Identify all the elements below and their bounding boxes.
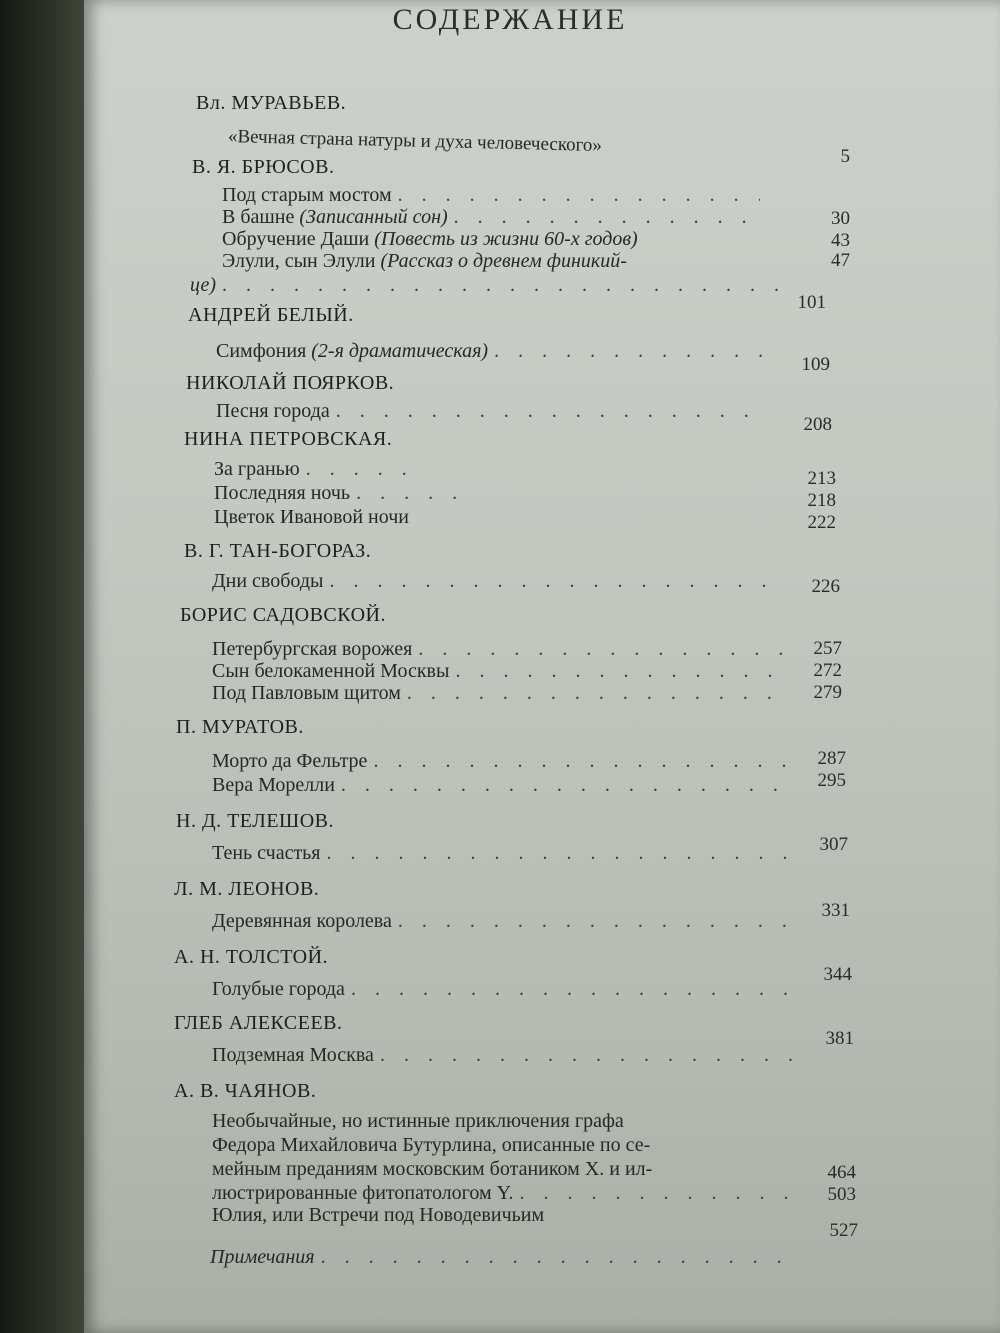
toc-work-subtitle: це) xyxy=(190,274,217,296)
leader-dots xyxy=(329,570,780,592)
toc-page-number: 226 xyxy=(811,576,840,597)
toc-work-title: Вера Морелли xyxy=(212,774,335,796)
toc-page-number: 101 xyxy=(797,292,826,313)
leader-dots xyxy=(380,1044,796,1066)
toc-entry xyxy=(212,570,780,592)
toc-page-number: 30 xyxy=(831,208,850,229)
toc-work-title: Морто да Фельтре xyxy=(212,750,368,772)
toc-entry xyxy=(216,340,768,362)
toc-entry xyxy=(216,400,764,422)
toc-entry xyxy=(222,184,760,206)
toc-work-title: За гранью xyxy=(214,458,300,480)
toc-work-title: мейным преданиям московским ботаником X. и ил- xyxy=(212,1158,653,1180)
toc-work-title: Деревянная королева xyxy=(212,910,392,932)
toc-work-title: Песня города xyxy=(216,400,330,422)
toc-entry xyxy=(212,1182,796,1204)
toc-work-subtitle: (Рассказ о древнем финикий- xyxy=(380,250,627,272)
toc-work-title: люстрированные фитопатологом Y. xyxy=(212,1182,514,1204)
toc-author: В. Г. ТАН-БОГОРАЗ. xyxy=(184,540,372,562)
toc-work-title: Симфония xyxy=(216,340,307,362)
toc-page-number: 279 xyxy=(813,682,842,703)
leader-dots xyxy=(454,206,760,228)
toc-work-title: Федора Михайловича Бутурлина, описанные по се- xyxy=(212,1134,651,1156)
toc-author: БОРИС САДОВСКОЙ. xyxy=(180,604,386,626)
toc-work-title: Последняя ночь xyxy=(214,482,351,504)
page-title: СОДЕРЖАНИЕ xyxy=(392,3,628,36)
toc-work-title: Примечания xyxy=(210,1246,315,1268)
leader-dots xyxy=(455,660,788,682)
toc-work-subtitle: (Записанный сон) xyxy=(299,206,448,228)
toc-work-title: Тень счастья xyxy=(212,842,321,864)
toc-page-number: 218 xyxy=(807,490,836,511)
leader-dots xyxy=(373,750,792,772)
toc-page-number: 272 xyxy=(813,660,842,681)
toc-entry xyxy=(212,842,792,864)
toc-work-title: Юлия, или Встречи под Новодевичьим xyxy=(212,1204,545,1226)
toc-page-number: 5 xyxy=(840,146,850,167)
toc-entry xyxy=(212,978,796,1000)
toc-author: Л. М. ЛЕОНОВ. xyxy=(174,878,320,900)
toc-entry xyxy=(212,910,794,932)
toc-page-number: 464 xyxy=(827,1162,856,1183)
toc-entry xyxy=(212,638,788,660)
leader-dots xyxy=(341,774,792,796)
toc-author: В. Я. БРЮСОВ. xyxy=(192,156,335,178)
toc-page-number: 47 xyxy=(831,250,850,271)
toc-page-number: 331 xyxy=(821,900,850,921)
leader-dots xyxy=(222,274,780,296)
toc-work-title: Цветок Ивановой ночи xyxy=(214,506,409,528)
toc-work-title: Подземная Москва xyxy=(212,1044,374,1066)
toc-page-number: 222 xyxy=(807,512,836,533)
toc-entry xyxy=(214,482,460,504)
leader-dots xyxy=(418,638,788,660)
toc-work-title: Сын белокаменной Москвы xyxy=(212,660,450,682)
toc-work-title: Под старым мостом xyxy=(222,184,392,206)
toc-work-title: Элули, сын Элули xyxy=(222,250,376,272)
toc-work-title: В башне xyxy=(222,206,295,228)
leader-dots xyxy=(356,482,460,504)
leader-dots xyxy=(520,1182,796,1204)
toc-author: НИНА ПЕТРОВСКАЯ. xyxy=(184,428,393,450)
toc-page-number: 287 xyxy=(817,748,846,769)
toc-author: АНДРЕЙ БЕЛЫЙ. xyxy=(188,304,354,326)
toc-author: НИКОЛАЙ ПОЯРКОВ. xyxy=(186,372,395,394)
toc-author: П. МУРАТОВ. xyxy=(176,716,304,738)
toc-entry xyxy=(212,682,788,704)
toc-entry xyxy=(222,250,1000,272)
toc-page-number: 295 xyxy=(817,770,846,791)
toc-entry xyxy=(212,750,792,772)
toc-page-number: 381 xyxy=(825,1028,854,1049)
toc-entry xyxy=(212,774,792,796)
toc-work-title: Обручение Даши xyxy=(222,228,370,250)
leader-dots xyxy=(351,978,796,1000)
toc-page-number: 109 xyxy=(801,354,830,375)
leader-dots xyxy=(336,400,764,422)
toc-entry xyxy=(210,1246,796,1268)
toc-entry xyxy=(214,458,420,480)
toc-author: А. Н. ТОЛСТОЙ. xyxy=(174,946,329,968)
toc-work-title: «Вечная страна натуры и духа человеческого» xyxy=(227,126,603,157)
toc-page-number: 503 xyxy=(827,1184,856,1205)
toc-page-number: 208 xyxy=(803,414,832,435)
toc-work-subtitle: (Повесть из жизни 60-х годов) xyxy=(374,228,638,250)
leader-dots xyxy=(306,458,420,480)
toc-work-title: Под Павловым щитом xyxy=(212,682,401,704)
toc-author: ГЛЕБ АЛЕКСЕЕВ. xyxy=(174,1012,343,1034)
toc-author: А. В. ЧАЯНОВ. xyxy=(174,1080,317,1102)
toc-work-title: Голубые города xyxy=(212,978,345,1000)
toc-entry xyxy=(190,274,780,296)
leader-dots xyxy=(494,340,768,362)
leader-dots xyxy=(321,1246,796,1268)
toc-page-number: 257 xyxy=(813,638,842,659)
leader-dots xyxy=(398,910,794,932)
toc-entry xyxy=(212,660,788,682)
toc-page-number: 213 xyxy=(807,468,836,489)
toc-author: Вл. МУРАВЬЕВ. xyxy=(196,92,347,114)
toc-page-number: 307 xyxy=(819,834,848,855)
toc-work-title: Необычайные, но истинные приключения графа xyxy=(212,1110,624,1132)
toc-page-number: 527 xyxy=(829,1220,858,1241)
toc-entry xyxy=(212,1044,796,1066)
leader-dots xyxy=(327,842,792,864)
toc-author: Н. Д. ТЕЛЕШОВ. xyxy=(176,810,334,832)
toc-page-number: 344 xyxy=(823,964,852,985)
toc-work-title: Дни свободы xyxy=(212,570,324,592)
toc-entry xyxy=(222,206,760,228)
toc-work-subtitle: (2-я драматическая) xyxy=(311,340,489,362)
leader-dots xyxy=(407,682,788,704)
toc-work-title: Петербургская ворожея xyxy=(212,638,413,660)
toc-page-number: 43 xyxy=(831,230,850,251)
leader-dots xyxy=(398,184,760,206)
toc-entry xyxy=(222,228,1000,250)
